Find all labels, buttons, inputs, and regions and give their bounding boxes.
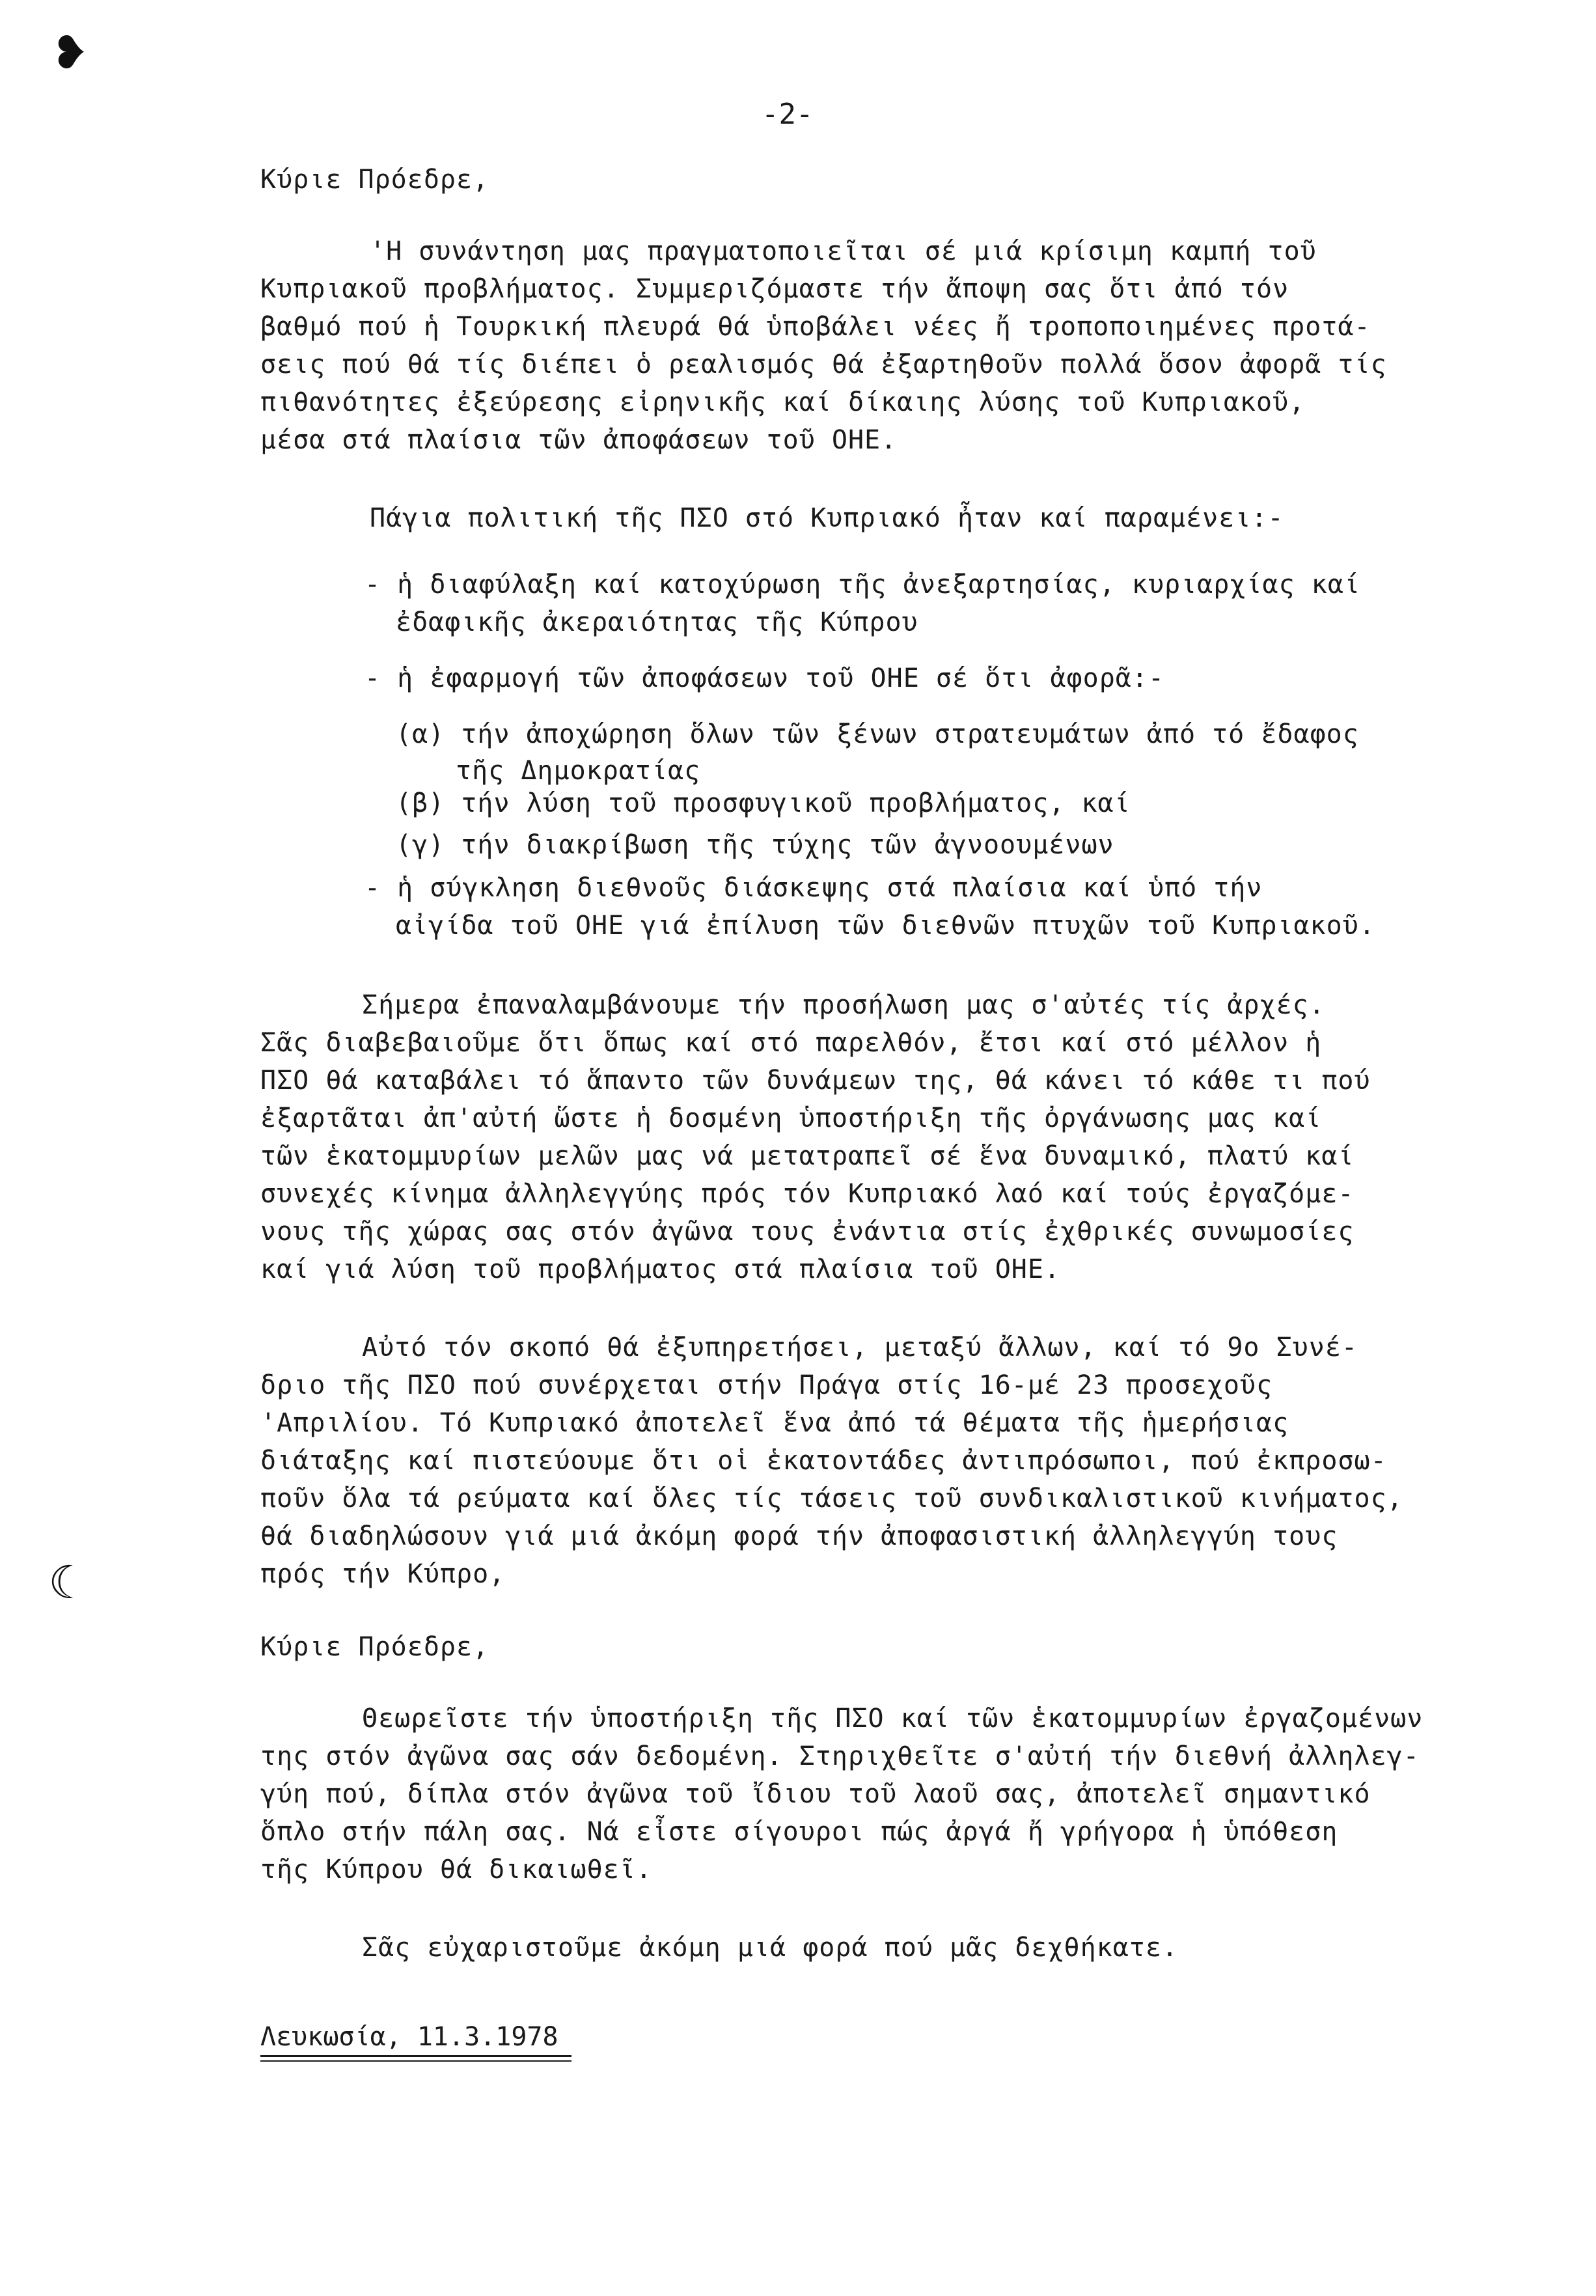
- text-line: δριο τῆς ΠΣΟ πού συνέρχεται στήν Πράγα στίς 16-μέ 23 προσεχοῦς: [260, 1370, 1273, 1400]
- text-line: Θεωρεῖστε τήν ὑποστήριξη τῆς ΠΣΟ καί τῶν ἑκατομμυρίων ἐργαζομένων: [362, 1704, 1424, 1734]
- text-line: 'Η συνάντηση μας πραγματοποιεῖται σέ μιά κρίσιμη καμπή τοῦ: [370, 236, 1317, 266]
- text-line: γύη πού, δίπλα στόν ἀγῶνα τοῦ ἴδιου τοῦ λαοῦ σας, ἀποτελεῖ σημαντικό: [260, 1779, 1371, 1809]
- text-line: (α) τήν ἀποχώρηση ὅλων τῶν ξένων στρατευμάτων ἀπό τό ἔδαφος: [396, 719, 1359, 749]
- text-line: ΠΣΟ θά καταβάλει τό ἅπαντο τῶν δυνάμεων της, θά κάνει τό κάθε τι πού: [260, 1066, 1371, 1096]
- text-line: ὅπλο στήν πάλη σας. Νά εἶστε σίγουροι πώς ἀργά ἤ γρήγορα ἡ ὑπόθεση: [260, 1817, 1338, 1847]
- text-line: (β) τήν λύση τοῦ προσφυγικοῦ προβλήματος, καί: [396, 788, 1131, 818]
- text-line: μέσα στά πλαίσια τῶν ἀποφάσεων τοῦ ΟΗΕ.: [260, 425, 898, 455]
- page-number: -2-: [762, 98, 814, 131]
- text-line: - ἡ διαφύλαξη καί κατοχύρωση τῆς ἀνεξαρτησίας, κυριαρχίας καί: [365, 570, 1361, 600]
- text-line: Σᾶς εὐχαριστοῦμε ἀκόμη μιά φορά πού μᾶς δεχθήκατε.: [362, 1933, 1179, 1963]
- text-line: σεις πού θά τίς διέπει ὁ ρεαλισμός θά ἐξαρτηθοῦν πολλά ὅσον ἀφορᾶ τίς: [260, 350, 1387, 380]
- text-line: ἐδαφικῆς ἀκεραιότητας τῆς Κύπρου: [396, 607, 918, 637]
- text-line: πιθανότητες ἐξεύρεσης εἰρηνικῆς καί δίκαιης λύσης τοῦ Κυπριακοῦ,: [260, 387, 1306, 417]
- text-line: ποῦν ὅλα τά ρεύματα καί ὅλες τίς τάσεις τοῦ συνδικαλιστικοῦ κινήματος,: [260, 1484, 1403, 1514]
- hole-punch-mark-top: ❥: [51, 26, 89, 79]
- text-line: τῆς Κύπρου θά δικαιωθεῖ.: [260, 1855, 652, 1885]
- place-date-underline-double: [260, 2060, 571, 2062]
- text-line: διάταξης καί πιστεύουμε ὅτι οἱ ἑκατοντάδες ἀντιπρόσωποι, πού ἐκπροσω-: [260, 1446, 1387, 1476]
- text-line: Κύριε Πρόεδρε,: [260, 1632, 489, 1662]
- text-line: Πάγια πολιτική τῆς ΠΣΟ στό Κυπριακό ἦταν καί παραμένει:-: [370, 503, 1284, 533]
- text-line: της στόν ἀγῶνα σας σάν δεδομένη. Στηριχθεῖτε σ'αὐτή τήν διεθνή ἀλληλεγ-: [260, 1741, 1420, 1771]
- text-line: Κυπριακοῦ προβλήματος. Συμμεριζόμαστε τήν ἄποψη σας ὅτι ἀπό τόν: [260, 274, 1289, 304]
- text-line: 'Απριλίου. Τό Κυπριακό ἀποτελεῖ ἕνα ἀπό τά θέματα τῆς ἡμερήσιας: [260, 1408, 1289, 1438]
- text-line: καί γιά λύση τοῦ προβλήματος στά πλαίσια τοῦ ΟΗΕ.: [260, 1254, 1061, 1284]
- place-and-date: Λευκωσία, 11.3.1978: [260, 2022, 558, 2052]
- text-line: συνεχές κίνημα ἀλληλεγγύης πρός τόν Κυπριακό λαό καί τούς ἐργαζόμε-: [260, 1179, 1355, 1209]
- text-line: Σήμερα ἐπαναλαμβάνουμε τήν προσήλωση μας σ'αὐτές τίς ἀρχές.: [362, 990, 1325, 1020]
- text-line: (γ) τήν διακρίβωση τῆς τύχης τῶν ἀγνοουμένων: [396, 830, 1114, 860]
- text-line: πρός τήν Κύπρο,: [260, 1559, 506, 1589]
- text-line: - ἡ σύγκληση διεθνοῦς διάσκεψης στά πλαίσια καί ὑπό τήν: [365, 873, 1263, 903]
- text-line: Κύριε Πρόεδρε,: [260, 165, 489, 195]
- text-line: Σᾶς διαβεβαιοῦμε ὅτι ὅπως καί στό παρελθόν, ἔτσι καί στό μέλλον ἡ: [260, 1028, 1322, 1058]
- text-line: τῆς Δημοκρατίας: [456, 756, 701, 786]
- text-line: νους τῆς χώρας σας στόν ἀγῶνα τους ἐνάντια στίς ἐχθρικές συνωμοσίες: [260, 1217, 1355, 1247]
- hole-punch-mark-middle: ☾: [48, 1556, 89, 1609]
- text-line: τῶν ἑκατομμυρίων μελῶν μας νά μετατραπεῖ σέ ἕνα δυναμικό, πλατύ καί: [260, 1141, 1355, 1171]
- text-line: ἐξαρτᾶται ἀπ'αὐτή ὥστε ἡ δοσμένη ὑποστήριξη τῆς ὀργάνωσης μας καί: [260, 1103, 1322, 1133]
- text-line: θά διαδηλώσουν γιά μιά ἀκόμη φορά τήν ἀποφασιστική ἀλληλεγγύη τους: [260, 1521, 1338, 1551]
- place-date-underline: [260, 2055, 571, 2057]
- text-line: αἰγίδα τοῦ ΟΗΕ γιά ἐπίλυση τῶν διεθνῶν πτυχῶν τοῦ Κυπριακοῦ.: [396, 911, 1375, 941]
- text-line: - ἡ ἐφαρμογή τῶν ἀποφάσεων τοῦ ΟΗΕ σέ ὅτι ἀφορᾶ:-: [365, 663, 1165, 693]
- text-line: βαθμό πού ἡ Τουρκική πλευρά θά ὑποβάλει νέες ἤ τροποποιημένες προτά-: [260, 312, 1371, 342]
- text-line: Αὐτό τόν σκοπό θά ἐξυπηρετήσει, μεταξύ ἄλλων, καί τό 9ο Συνέ-: [362, 1333, 1358, 1362]
